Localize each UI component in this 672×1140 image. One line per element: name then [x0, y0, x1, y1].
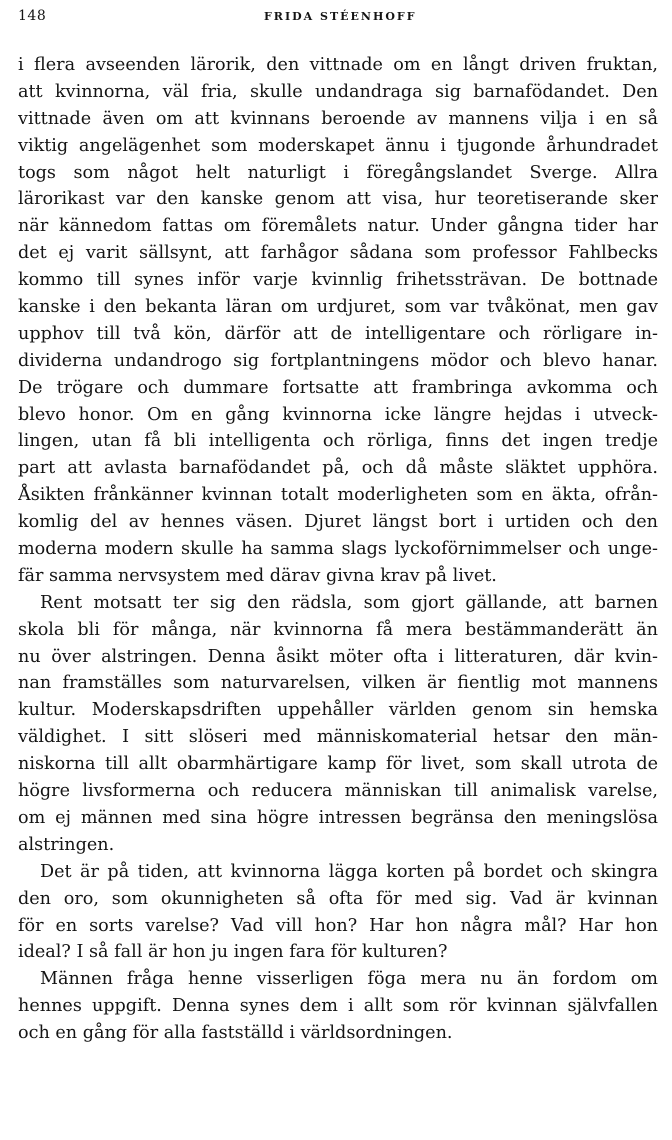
text-line: nan framställes som naturvarelsen, vilken är fientlig mot mannens	[18, 673, 658, 694]
text-line: det ej varit sällsynt, att farhågor sådana som professor Fahlbecks	[18, 243, 658, 264]
text-line: hennes uppgift. Denna synes dem i allt som rör kvinnan självfallen	[18, 996, 658, 1017]
text-line: Männen fråga henne visserligen föga mera nu än fordom om	[40, 969, 658, 990]
text-line: komlig del av hennes väsen. Djuret längst bort i urtiden och den	[18, 512, 658, 533]
text-line: kultur. Moderskapsdriften uppehåller världen genom sin hemska	[18, 700, 658, 721]
text-line: blevo honor. Om en gång kvinnorna icke längre hejdas i utveck-	[18, 404, 658, 425]
text-line: moderna modern skulle ha samma slags lyckoförnimmelser och unge-	[18, 539, 658, 560]
text-line: togs som något helt naturligt i föregångslandet Sverge. Allra	[18, 162, 658, 183]
text-line: dividerna undandrogo sig fortplantningens mödor och blevo hanar.	[18, 350, 658, 371]
page-header	[18, 8, 658, 32]
text-line: Det är på tiden, att kvinnorna lägga korten på bordet och skingra	[40, 861, 658, 882]
text-line: om ej männen med sina högre intressen begränsa den meningslösa	[18, 807, 658, 828]
text-line: fär samma nervsystem med därav givna krav på livet.	[18, 565, 497, 586]
text-line: De trögare och dummare fortsatte att frambringa avkomma och	[18, 377, 658, 398]
text-line: i flera avseenden lärorik, den vittnade om en långt driven fruktan,	[18, 55, 658, 75]
text-line: kommo till synes inför varje kvinnlig frihetssträvan. De bottnade	[18, 270, 658, 291]
page-number: 148	[18, 8, 47, 24]
running-head: FRIDA STÉENHOFF	[264, 10, 417, 23]
text-line: och en gång för alla fastställd i världsordningen.	[18, 1023, 453, 1044]
text-line: viktig angelägenhet som moderskapet ännu i tjugonde århundradet	[18, 135, 658, 156]
text-line: part att avlasta barnafödandet på, och då måste släktet upphöra.	[18, 458, 658, 479]
body-text	[18, 52, 658, 1047]
text-line: ideal? I så fall är hon ju ingen fara för kulturen?	[18, 942, 448, 963]
text-line: lingen, utan få bli intelligenta och rörliga, finns det ingen tredje	[18, 431, 658, 452]
text-line: niskorna till allt obarmhärtigare kamp för livet, som skall utrota de	[18, 754, 658, 775]
text-line: nu över alstringen. Denna åsikt möter ofta i litteraturen, där kvin-	[18, 646, 658, 667]
text-line: upphov till två kön, därför att de intelligentare och rörligare in-	[18, 323, 658, 344]
text-line: vittnade även om att kvinnans beroende av mannens vilja i en så	[18, 108, 658, 129]
text-line: Rent motsatt ter sig den rädsla, som gjort gällande, att barnen	[40, 592, 658, 613]
text-line: lärorikast var den kanske genom att visa, hur teoretiserande sker	[18, 189, 658, 210]
text-line: alstringen.	[18, 834, 115, 855]
text-line: skola bli för många, när kvinnorna få mera bestämmanderätt än	[18, 619, 658, 640]
text-line: att kvinnorna, väl fria, skulle undandraga sig barnafödandet. Den	[18, 81, 658, 102]
text-line: högre livsformerna och reducera människan till animalisk varelse,	[18, 781, 658, 802]
text-line: Åsikten frånkänner kvinnan totalt moderligheten som en äkta, ofrån-	[18, 485, 658, 506]
text-line: väldighet. I sitt slöseri med människomaterial hetsar den män-	[18, 727, 658, 748]
text-line: för en sorts varelse? Vad vill hon? Har hon några mål? Har hon	[18, 915, 658, 936]
text-line: när kännedom fattas om föremålets natur. Under gångna tider har	[18, 216, 658, 237]
text-line: den oro, som okunnigheten så ofta för med sig. Vad är kvinnan	[18, 888, 658, 909]
text-line: kanske i den bekanta läran om urdjuret, som var tvåkönat, men gav	[18, 297, 658, 318]
